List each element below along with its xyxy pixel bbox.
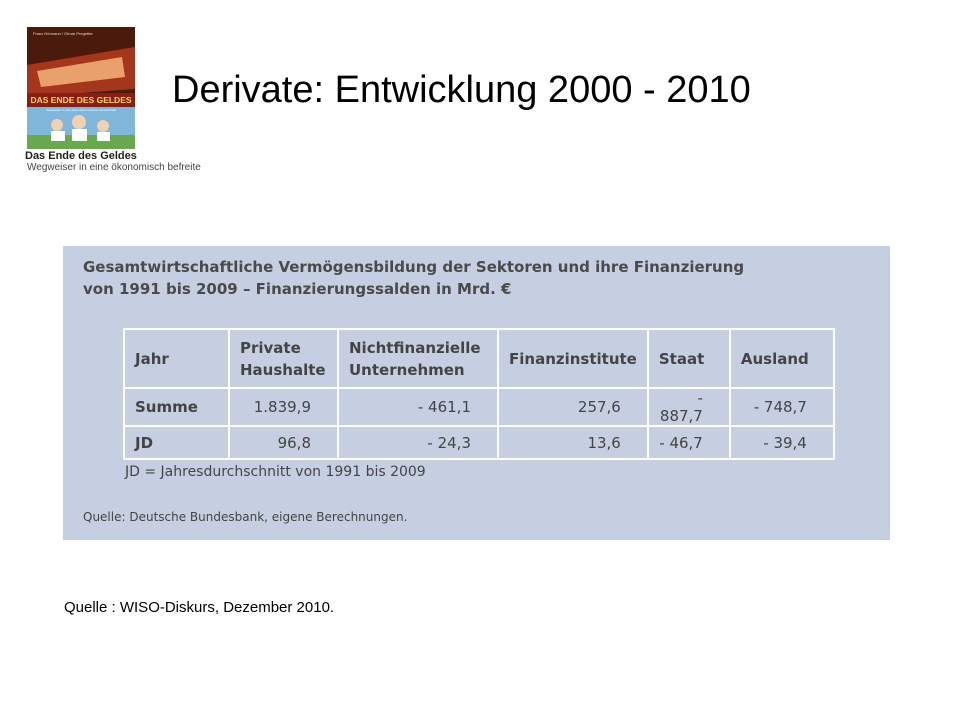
cover-person-2-shirt <box>72 129 87 141</box>
column-header: Finanzinstitute <box>498 329 648 388</box>
financing-table <box>123 328 835 460</box>
cover-person-1-shirt <box>51 131 65 141</box>
book-cover-illustration <box>27 27 135 149</box>
cover-subtitle: Wegweiser in eine ökonomisch befreite Gesellschaft <box>46 108 116 112</box>
row-label: Summe <box>124 388 229 426</box>
figure-heading <box>83 256 744 300</box>
table-cell: 13,6 <box>498 426 648 459</box>
table-cell: 1.839,9 <box>229 388 338 426</box>
column-header: Nichtfinanzielle Unternehmen <box>338 329 498 388</box>
book-caption-cut: Wegweiser in eine ökonomisch befreite <box>27 162 201 173</box>
cover-person-3-shirt <box>97 132 110 141</box>
table-cell: - 748,7 <box>730 388 834 426</box>
figure-source: Quelle: Deutsche Bundesbank, eigene Berechnungen. <box>83 510 408 524</box>
table-cell: - 887,7 <box>648 388 730 426</box>
table-cell: - 39,4 <box>730 426 834 459</box>
column-header: Private Haushalte <box>229 329 338 388</box>
cover-person-2 <box>72 115 86 129</box>
figure-heading-line-1: Gesamtwirtschaftliche Vermögensbildung der Sektoren und ihre Finanzierung <box>83 258 745 276</box>
cover-authors: Franz Hörmann / Otmar Pregetter <box>33 31 93 36</box>
slide-source: Quelle : WISO-Diskurs, Dezember 2010. <box>64 599 335 616</box>
figure-heading-line-2: von 1991 bis 2009 – Finanzierungssalden in Mrd. € <box>83 280 512 298</box>
cover-person-1 <box>51 119 63 131</box>
book-caption: Das Ende des Geldes <box>25 150 137 162</box>
table-cell: - 46,7 <box>648 426 730 459</box>
table-cell: - 461,1 <box>338 388 498 426</box>
figure-panel <box>63 246 890 540</box>
table-footnote: JD = Jahresdurchschnitt von 1991 bis 2009 <box>125 464 426 480</box>
table-row <box>124 388 834 426</box>
column-header: Staat <box>648 329 730 388</box>
cover-title: DAS ENDE DES GELDES <box>30 95 132 105</box>
row-label: JD <box>124 426 229 459</box>
table-cell: 257,6 <box>498 388 648 426</box>
slide-title: Derivate: Entwicklung 2000 - 2010 <box>172 69 751 111</box>
column-header: Jahr <box>124 329 229 388</box>
book-cover-image <box>27 27 135 149</box>
column-header: Ausland <box>730 329 834 388</box>
cover-person-3 <box>97 120 109 132</box>
table-cell: - 24,3 <box>338 426 498 459</box>
table-header-row <box>124 329 834 388</box>
table-row <box>124 426 834 459</box>
table-cell: 96,8 <box>229 426 338 459</box>
